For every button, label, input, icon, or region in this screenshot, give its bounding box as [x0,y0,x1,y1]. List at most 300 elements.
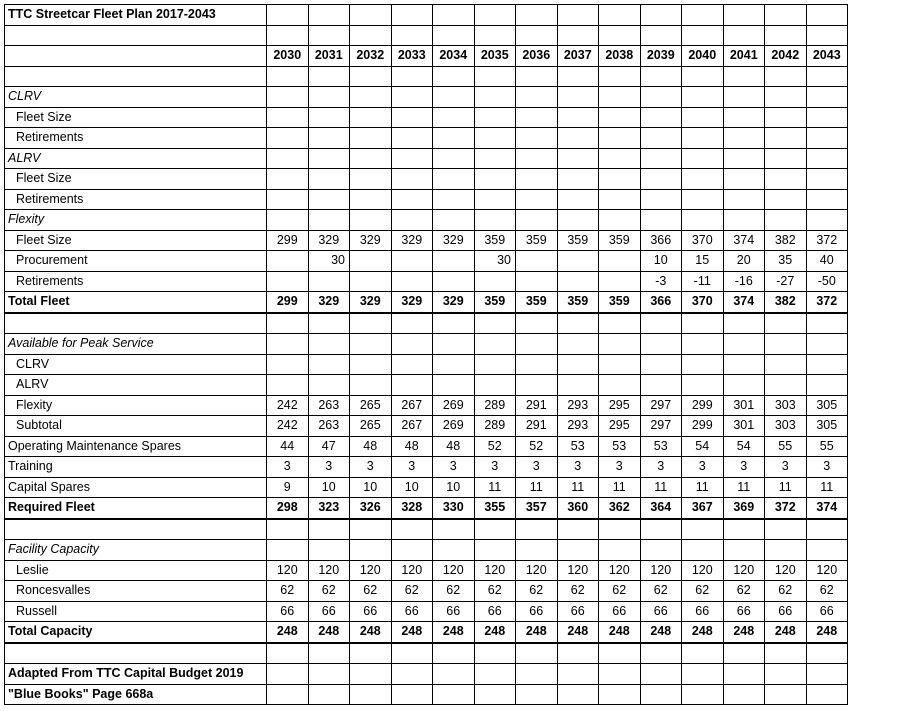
value-cell[interactable] [806,375,848,396]
row-label[interactable]: Total Fleet [5,292,267,313]
value-cell[interactable] [433,128,475,149]
value-cell[interactable]: 120 [557,560,599,581]
cell[interactable] [350,25,392,46]
value-cell[interactable]: 62 [682,581,724,602]
value-cell[interactable]: 54 [682,436,724,457]
value-cell[interactable]: 66 [391,601,433,622]
value-cell[interactable]: 53 [599,436,641,457]
value-cell[interactable] [267,66,309,87]
row-label[interactable]: Roncesvalles [5,581,267,602]
value-cell[interactable] [433,87,475,108]
value-cell[interactable] [557,251,599,272]
value-cell[interactable] [557,128,599,149]
value-cell[interactable] [599,519,641,540]
value-cell[interactable] [474,87,516,108]
section-label[interactable]: Available for Peak Service [5,334,267,355]
cell[interactable] [806,5,848,26]
value-cell[interactable] [599,87,641,108]
value-cell[interactable]: 48 [350,436,392,457]
value-cell[interactable] [806,87,848,108]
value-cell[interactable] [516,128,558,149]
value-cell[interactable] [806,169,848,190]
value-cell[interactable]: 3 [640,457,682,478]
cell[interactable] [723,684,765,705]
value-cell[interactable]: 248 [350,622,392,643]
value-cell[interactable]: 265 [350,395,392,416]
value-cell[interactable] [682,87,724,108]
value-cell[interactable]: 248 [474,622,516,643]
value-cell[interactable]: 11 [516,477,558,498]
value-cell[interactable]: 359 [516,230,558,251]
value-cell[interactable]: 48 [391,436,433,457]
value-cell[interactable] [516,334,558,355]
cell[interactable] [474,684,516,705]
value-cell[interactable]: 3 [806,457,848,478]
value-cell[interactable] [765,148,807,169]
value-cell[interactable] [516,354,558,375]
value-cell[interactable] [308,189,350,210]
row-label[interactable]: Retirements [5,128,267,149]
value-cell[interactable]: 359 [474,292,516,313]
value-cell[interactable] [682,169,724,190]
value-cell[interactable] [267,251,309,272]
value-cell[interactable]: 66 [516,601,558,622]
row-label[interactable]: Fleet Size [5,230,267,251]
cell[interactable] [765,684,807,705]
value-cell[interactable]: 374 [806,498,848,519]
cell[interactable] [806,664,848,685]
value-cell[interactable] [765,169,807,190]
value-cell[interactable]: 55 [806,436,848,457]
value-cell[interactable]: 382 [765,292,807,313]
year-header[interactable]: 2042 [765,46,807,67]
value-cell[interactable]: 10 [433,477,475,498]
value-cell[interactable] [723,643,765,664]
value-cell[interactable] [350,540,392,561]
value-cell[interactable] [474,334,516,355]
value-cell[interactable] [433,643,475,664]
value-cell[interactable] [433,210,475,231]
value-cell[interactable] [682,313,724,334]
value-cell[interactable] [806,354,848,375]
value-cell[interactable] [765,128,807,149]
value-cell[interactable]: 62 [516,581,558,602]
value-cell[interactable] [433,169,475,190]
section-label[interactable]: Flexity [5,210,267,231]
value-cell[interactable] [599,643,641,664]
value-cell[interactable] [557,148,599,169]
cell[interactable] [516,25,558,46]
cell[interactable] [806,25,848,46]
value-cell[interactable]: 263 [308,416,350,437]
cell[interactable] [557,5,599,26]
value-cell[interactable]: 242 [267,395,309,416]
value-cell[interactable] [640,210,682,231]
value-cell[interactable]: 357 [516,498,558,519]
value-cell[interactable] [433,107,475,128]
value-cell[interactable] [308,334,350,355]
value-cell[interactable] [308,148,350,169]
value-cell[interactable]: 3 [267,457,309,478]
row-label[interactable]: Required Fleet [5,498,267,519]
value-cell[interactable] [723,210,765,231]
value-cell[interactable]: 62 [391,581,433,602]
value-cell[interactable] [308,107,350,128]
cell[interactable] [267,25,309,46]
value-cell[interactable]: 248 [391,622,433,643]
value-cell[interactable] [267,334,309,355]
cell[interactable] [682,5,724,26]
value-cell[interactable]: 364 [640,498,682,519]
value-cell[interactable]: 359 [557,292,599,313]
cell[interactable] [723,5,765,26]
value-cell[interactable]: 295 [599,395,641,416]
row-label[interactable] [5,643,267,664]
value-cell[interactable] [350,128,392,149]
value-cell[interactable]: 295 [599,416,641,437]
value-cell[interactable]: 248 [516,622,558,643]
value-cell[interactable]: 330 [433,498,475,519]
value-cell[interactable]: 3 [557,457,599,478]
value-cell[interactable] [516,189,558,210]
value-cell[interactable]: 303 [765,395,807,416]
cell[interactable] [308,684,350,705]
value-cell[interactable]: 248 [599,622,641,643]
value-cell[interactable]: 326 [350,498,392,519]
value-cell[interactable] [391,540,433,561]
value-cell[interactable]: 66 [599,601,641,622]
value-cell[interactable]: 66 [433,601,475,622]
cell[interactable] [308,25,350,46]
value-cell[interactable]: 374 [723,230,765,251]
cell[interactable] [433,664,475,685]
value-cell[interactable] [806,128,848,149]
value-cell[interactable] [557,643,599,664]
value-cell[interactable]: 10 [391,477,433,498]
value-cell[interactable] [516,148,558,169]
value-cell[interactable]: 15 [682,251,724,272]
value-cell[interactable] [723,189,765,210]
value-cell[interactable] [474,148,516,169]
cell[interactable] [267,664,309,685]
value-cell[interactable] [516,643,558,664]
value-cell[interactable] [350,313,392,334]
value-cell[interactable] [267,87,309,108]
cell[interactable] [723,664,765,685]
value-cell[interactable]: 370 [682,292,724,313]
value-cell[interactable] [350,107,392,128]
cell[interactable] [640,684,682,705]
value-cell[interactable]: 120 [433,560,475,581]
value-cell[interactable]: 329 [350,292,392,313]
value-cell[interactable]: 62 [267,581,309,602]
row-label[interactable]: Procurement [5,251,267,272]
value-cell[interactable] [350,210,392,231]
value-cell[interactable] [391,128,433,149]
value-cell[interactable] [599,107,641,128]
value-cell[interactable] [391,643,433,664]
value-cell[interactable]: 62 [640,581,682,602]
value-cell[interactable] [682,334,724,355]
value-cell[interactable] [640,169,682,190]
cell[interactable] [599,25,641,46]
year-header[interactable]: 2038 [599,46,641,67]
value-cell[interactable]: 3 [599,457,641,478]
value-cell[interactable]: 44 [267,436,309,457]
value-cell[interactable] [474,519,516,540]
cell[interactable] [765,664,807,685]
value-cell[interactable]: 9 [267,477,309,498]
year-header[interactable]: 2032 [350,46,392,67]
value-cell[interactable]: 10 [350,477,392,498]
value-cell[interactable] [267,375,309,396]
value-cell[interactable]: 299 [267,292,309,313]
value-cell[interactable] [765,313,807,334]
value-cell[interactable]: 40 [806,251,848,272]
row-label[interactable]: CLRV [5,354,267,375]
value-cell[interactable] [433,271,475,292]
value-cell[interactable] [350,643,392,664]
value-cell[interactable] [308,87,350,108]
row-label[interactable]: Fleet Size [5,107,267,128]
value-cell[interactable]: 323 [308,498,350,519]
value-cell[interactable]: 328 [391,498,433,519]
value-cell[interactable] [391,189,433,210]
value-cell[interactable]: 10 [640,251,682,272]
value-cell[interactable]: 269 [433,395,475,416]
value-cell[interactable] [723,148,765,169]
value-cell[interactable]: 293 [557,416,599,437]
value-cell[interactable] [308,354,350,375]
value-cell[interactable] [640,313,682,334]
value-cell[interactable] [682,210,724,231]
value-cell[interactable] [267,271,309,292]
cell[interactable] [516,684,558,705]
value-cell[interactable]: 11 [474,477,516,498]
value-cell[interactable]: 305 [806,416,848,437]
cell[interactable] [474,664,516,685]
value-cell[interactable]: 11 [682,477,724,498]
value-cell[interactable]: 120 [391,560,433,581]
value-cell[interactable]: -50 [806,271,848,292]
value-cell[interactable]: 265 [350,416,392,437]
value-cell[interactable] [599,313,641,334]
row-label[interactable]: Retirements [5,271,267,292]
value-cell[interactable] [765,66,807,87]
value-cell[interactable]: 120 [267,560,309,581]
value-cell[interactable]: 30 [308,251,350,272]
value-cell[interactable] [433,354,475,375]
value-cell[interactable]: 66 [350,601,392,622]
cell[interactable] [516,5,558,26]
value-cell[interactable]: 301 [723,416,765,437]
value-cell[interactable]: 291 [516,416,558,437]
row-label[interactable] [5,519,267,540]
value-cell[interactable]: 267 [391,416,433,437]
value-cell[interactable]: 329 [391,292,433,313]
value-cell[interactable]: 66 [557,601,599,622]
sheet-title[interactable]: TTC Streetcar Fleet Plan 2017-2043 [5,5,267,26]
cell[interactable] [5,46,267,67]
footer-note[interactable]: "Blue Books" Page 668a [5,684,267,705]
row-label[interactable]: Capital Spares [5,477,267,498]
value-cell[interactable]: 53 [557,436,599,457]
value-cell[interactable] [682,643,724,664]
value-cell[interactable] [557,519,599,540]
value-cell[interactable]: 370 [682,230,724,251]
cell[interactable] [474,25,516,46]
value-cell[interactable] [640,128,682,149]
value-cell[interactable]: 53 [640,436,682,457]
value-cell[interactable]: 3 [516,457,558,478]
value-cell[interactable] [557,107,599,128]
row-label[interactable]: Operating Maintenance Spares [5,436,267,457]
row-label[interactable] [5,313,267,334]
cell[interactable] [557,664,599,685]
cell[interactable] [640,664,682,685]
value-cell[interactable]: 120 [806,560,848,581]
value-cell[interactable]: 3 [433,457,475,478]
value-cell[interactable]: 367 [682,498,724,519]
value-cell[interactable] [765,334,807,355]
year-header[interactable]: 2036 [516,46,558,67]
value-cell[interactable] [267,210,309,231]
value-cell[interactable]: 62 [350,581,392,602]
value-cell[interactable] [640,540,682,561]
value-cell[interactable]: 11 [557,477,599,498]
cell[interactable] [474,5,516,26]
value-cell[interactable]: 289 [474,395,516,416]
year-header[interactable]: 2040 [682,46,724,67]
cell[interactable] [5,25,267,46]
value-cell[interactable]: 329 [433,230,475,251]
value-cell[interactable] [640,189,682,210]
value-cell[interactable] [723,354,765,375]
value-cell[interactable]: 329 [350,230,392,251]
value-cell[interactable] [516,251,558,272]
cell[interactable] [682,664,724,685]
value-cell[interactable]: 366 [640,230,682,251]
value-cell[interactable] [640,375,682,396]
value-cell[interactable] [557,271,599,292]
value-cell[interactable]: -3 [640,271,682,292]
value-cell[interactable] [267,313,309,334]
value-cell[interactable] [682,540,724,561]
value-cell[interactable]: 248 [308,622,350,643]
value-cell[interactable] [267,169,309,190]
value-cell[interactable]: 263 [308,395,350,416]
value-cell[interactable] [350,354,392,375]
value-cell[interactable]: 62 [806,581,848,602]
value-cell[interactable] [765,643,807,664]
value-cell[interactable] [350,375,392,396]
value-cell[interactable]: 242 [267,416,309,437]
value-cell[interactable] [474,375,516,396]
value-cell[interactable]: 267 [391,395,433,416]
cell[interactable] [391,25,433,46]
value-cell[interactable]: 62 [474,581,516,602]
value-cell[interactable] [806,334,848,355]
value-cell[interactable] [474,210,516,231]
value-cell[interactable] [723,87,765,108]
value-cell[interactable]: 305 [806,395,848,416]
value-cell[interactable] [474,540,516,561]
cell[interactable] [682,684,724,705]
value-cell[interactable] [433,148,475,169]
value-cell[interactable]: 366 [640,292,682,313]
value-cell[interactable]: 120 [350,560,392,581]
value-cell[interactable]: 3 [350,457,392,478]
year-header[interactable]: 2039 [640,46,682,67]
value-cell[interactable]: 248 [765,622,807,643]
value-cell[interactable]: 372 [806,292,848,313]
value-cell[interactable] [599,148,641,169]
value-cell[interactable]: 120 [474,560,516,581]
value-cell[interactable] [765,540,807,561]
value-cell[interactable] [682,189,724,210]
value-cell[interactable]: 66 [267,601,309,622]
value-cell[interactable]: 248 [723,622,765,643]
value-cell[interactable]: 66 [308,601,350,622]
cell[interactable] [640,25,682,46]
value-cell[interactable] [640,66,682,87]
year-header[interactable]: 2035 [474,46,516,67]
value-cell[interactable] [723,519,765,540]
value-cell[interactable] [267,540,309,561]
cell[interactable] [267,684,309,705]
value-cell[interactable]: 299 [682,395,724,416]
value-cell[interactable] [391,169,433,190]
value-cell[interactable]: 299 [682,416,724,437]
value-cell[interactable]: 11 [806,477,848,498]
value-cell[interactable]: 293 [557,395,599,416]
value-cell[interactable] [267,189,309,210]
value-cell[interactable]: 62 [433,581,475,602]
value-cell[interactable]: 120 [682,560,724,581]
value-cell[interactable] [682,519,724,540]
value-cell[interactable] [723,66,765,87]
value-cell[interactable] [806,66,848,87]
row-label[interactable]: Leslie [5,560,267,581]
value-cell[interactable] [682,66,724,87]
value-cell[interactable] [308,128,350,149]
value-cell[interactable] [723,375,765,396]
value-cell[interactable]: 289 [474,416,516,437]
value-cell[interactable]: 374 [723,292,765,313]
value-cell[interactable]: 55 [765,436,807,457]
value-cell[interactable] [765,519,807,540]
value-cell[interactable] [557,334,599,355]
value-cell[interactable] [557,354,599,375]
value-cell[interactable]: 11 [599,477,641,498]
value-cell[interactable] [682,107,724,128]
value-cell[interactable]: -11 [682,271,724,292]
value-cell[interactable] [765,354,807,375]
value-cell[interactable]: 269 [433,416,475,437]
value-cell[interactable] [682,375,724,396]
year-header[interactable]: 2041 [723,46,765,67]
value-cell[interactable]: 301 [723,395,765,416]
value-cell[interactable] [765,375,807,396]
value-cell[interactable] [308,169,350,190]
value-cell[interactable]: 359 [557,230,599,251]
value-cell[interactable] [391,519,433,540]
value-cell[interactable]: 66 [682,601,724,622]
value-cell[interactable] [433,66,475,87]
value-cell[interactable]: 3 [682,457,724,478]
cell[interactable] [433,5,475,26]
value-cell[interactable]: 355 [474,498,516,519]
